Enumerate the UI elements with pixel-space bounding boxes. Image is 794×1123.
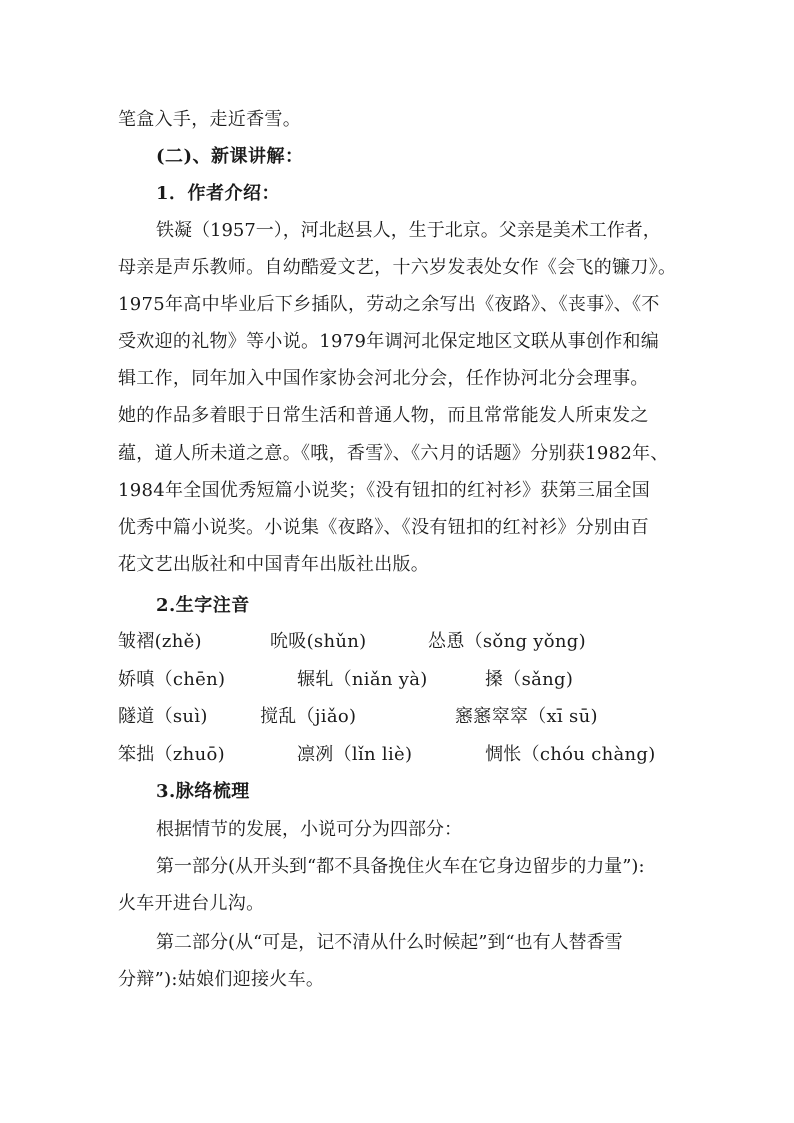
section-heading-new-lesson: (二)、新课讲解： (156, 146, 304, 167)
paragraph-line: 第一部分(从开头到“都不具备挽住火车在它身边留步的力量”): (156, 856, 645, 877)
paragraph-line: 铁凝（1957一），河北赵县人，生于北京。父亲是美术工作者， (156, 220, 661, 241)
vocab-item: 搅乱（jiǎo) (260, 706, 357, 727)
vocab-item: 怂恿（sǒng yǒng) (428, 631, 586, 652)
vocab-item: 搡（sǎng) (485, 669, 574, 690)
vocab-item: 皱褶(zhě) (118, 631, 202, 652)
paragraph-line: 1975年高中毕业后下乡插队，劳动之余写出《夜路》、《丧事》、《不 (118, 294, 660, 315)
vocab-item: 娇嗔（chēn) (118, 669, 226, 690)
heading-author-intro: 1．作者介绍： (156, 183, 281, 204)
vocab-item: 惆怅（chóu chàng) (485, 744, 656, 765)
vocab-item: 吮吸(shǔn) (270, 631, 367, 652)
paragraph-line: 根据情节的发展，小说可分为四部分： (156, 819, 462, 840)
paragraph-line: 1984年全国优秀短篇小说奖；《没有钮扣的红衬衫》获第三届全国 (118, 480, 651, 501)
paragraph-line: 花文艺出版社和中国青年出版社出版。 (118, 554, 430, 575)
paragraph-line: 受欢迎的礼物》等小说。1979年调河北保定地区文联从事创作和编 (118, 331, 660, 352)
heading-vocab: 2.生字注音 (156, 595, 250, 616)
vocab-item: 辗轧（niǎn yà) (297, 669, 428, 690)
paragraph-line: 辑工作，同年加入中国作家协会河北分会，任作协河北分会理事。 (118, 368, 649, 389)
heading-outline: 3.脉络梳理 (156, 781, 250, 802)
paragraph-line: 分辩”):姑娘们迎接火车。 (118, 969, 325, 990)
vocab-item: 凛冽（lǐn liè) (297, 744, 413, 765)
paragraph-line: 她的作品多着眼于日常生活和普通人物，而且常常能发人所束发之 (118, 405, 649, 426)
vocab-item: 隧道（suì) (118, 706, 208, 727)
paragraph-line: 蕴，道人所未道之意。《哦，香雪》、《六月的话题》分别获1982年、 (118, 443, 669, 464)
paragraph-line: 母亲是声乐教师。自幼酷爱文艺，十六岁发表处女作《会飞的镰刀》。 (118, 257, 677, 278)
paragraph-line: 第二部分(从“可是，记不清从什么时候起”到“也有人替香雪 (156, 932, 623, 953)
vocab-item: 笨拙（zhuō) (118, 744, 225, 765)
paragraph-line: 火车开进台儿沟。 (118, 893, 265, 914)
paragraph-line: 优秀中篇小说奖。小说集《夜路》、《没有钮扣的红衬衫》分别由百 (118, 517, 649, 538)
vocab-item: 窸窸窣窣（xī sū) (455, 706, 598, 727)
paragraph-line: 笔盒入手，走近香雪。 (118, 109, 301, 130)
